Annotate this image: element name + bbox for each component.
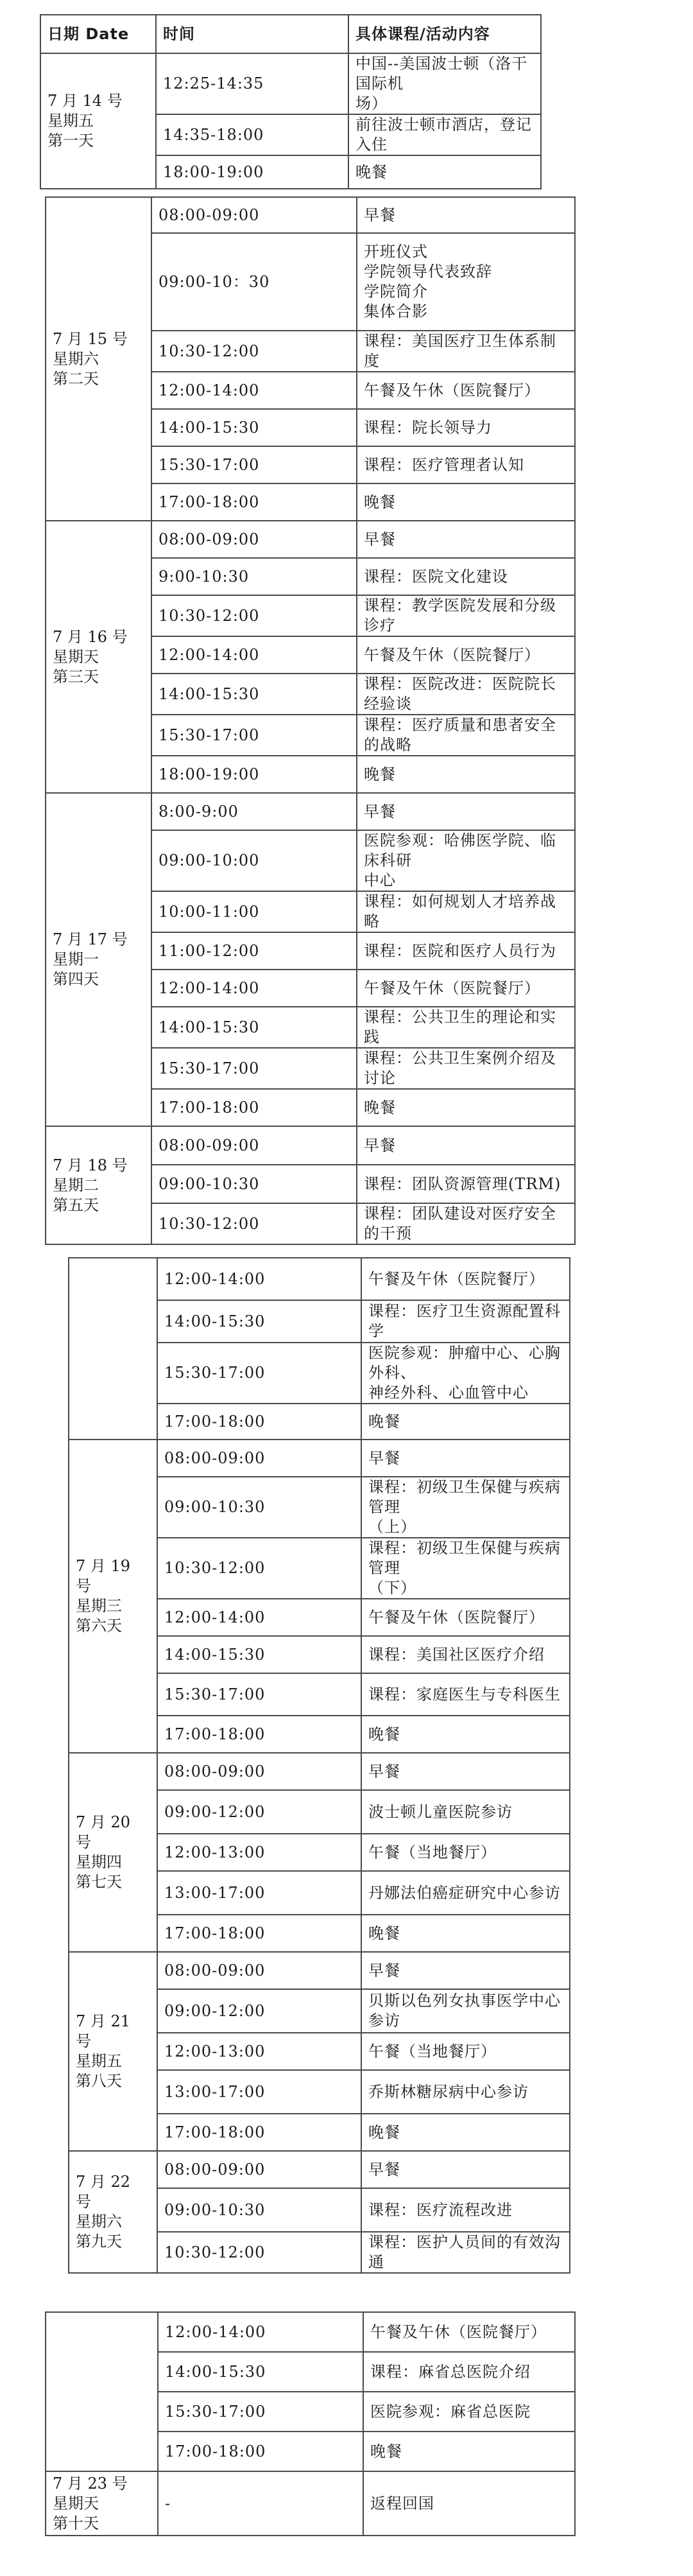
activity-line: 早餐 xyxy=(364,205,396,224)
day-weekday: 星期五 xyxy=(76,2052,122,2070)
activity-line: 课程：教学医院发展和分级诊疗 xyxy=(364,596,556,634)
day-date: 7 月 23 号 xyxy=(53,2474,128,2493)
day-weekday: 星期一 xyxy=(53,950,99,968)
day-dayno: 第七天 xyxy=(76,1873,122,1891)
activity-cell xyxy=(357,1089,575,1126)
activity-line: 课程：家庭医生与专科医生 xyxy=(368,1685,561,1703)
time-cell: 09:00-10:30 xyxy=(151,1165,357,1203)
table-row xyxy=(46,2471,575,2536)
activity-line: 午餐及午休（医院餐厅） xyxy=(368,1269,545,1288)
time-cell: 08:00-09:00 xyxy=(157,2151,361,2188)
activity-cell xyxy=(357,636,575,674)
activity-line: 课程：美国社区医疗介绍 xyxy=(368,1645,545,1664)
day-weekday: 星期六 xyxy=(76,2213,122,2231)
activity-cell xyxy=(361,1952,570,1989)
activity-cell xyxy=(361,1258,570,1300)
activity-cell xyxy=(348,155,541,189)
activity-cell xyxy=(357,793,575,830)
day-dayno: 第二天 xyxy=(53,369,99,388)
activity-line: 午餐及午休（医院餐厅） xyxy=(364,979,540,997)
activity-cell xyxy=(357,483,575,521)
activity-cell xyxy=(363,2432,575,2471)
time-cell: 08:00-09:00 xyxy=(151,197,357,233)
time-cell: 18:00-19:00 xyxy=(151,756,357,793)
day-weekday: 星期天 xyxy=(53,647,99,666)
activity-cell xyxy=(363,2392,575,2432)
time-cell: 11:00-12:00 xyxy=(151,932,357,970)
activity-line: 晚餐 xyxy=(355,162,388,181)
activity-cell xyxy=(357,446,575,483)
time-cell: 14:35-18:00 xyxy=(156,114,348,155)
day-date: 7 月 20 号 xyxy=(76,1813,131,1851)
day-date: 7 月 19 号 xyxy=(76,1557,131,1595)
day-cell xyxy=(69,1258,157,1440)
table-row xyxy=(46,1126,575,1165)
activity-line: 课程：初级卫生保健与疾病管理 xyxy=(368,1539,561,1577)
activity-line: 午餐（当地餐厅） xyxy=(368,1843,497,1861)
activity-cell xyxy=(357,595,575,636)
activity-line: 晚餐 xyxy=(368,1924,400,1942)
activity-cell xyxy=(361,2033,570,2070)
time-cell: 14:00-15:30 xyxy=(151,674,357,715)
schedule-table-segment xyxy=(45,196,576,1245)
time-cell: 12:00-14:00 xyxy=(157,1258,361,1300)
activity-cell xyxy=(348,53,541,114)
schedule-table-segment xyxy=(45,2311,576,2536)
activity-cell xyxy=(361,2232,570,2273)
activity-cell xyxy=(357,233,575,331)
day-dayno: 第四天 xyxy=(53,970,99,988)
activity-cell xyxy=(361,2070,570,2114)
activity-cell xyxy=(361,1871,570,1915)
activity-line: 晚餐 xyxy=(368,1412,400,1431)
table-row xyxy=(69,1440,570,1477)
activity-line: 神经外科、心血管中心 xyxy=(368,1384,529,1402)
activity-line: 贝斯以色列女执事医学中心参访 xyxy=(368,1992,561,2030)
table-row xyxy=(69,1952,570,1989)
time-cell: 8:00-9:00 xyxy=(151,793,357,830)
activity-cell xyxy=(357,1165,575,1203)
activity-line: 晚餐 xyxy=(364,492,396,511)
time-cell: 9:00-10:30 xyxy=(151,558,357,595)
activity-cell xyxy=(361,1790,570,1834)
activity-line: 丹娜法伯癌症研究中心参访 xyxy=(368,1883,561,1902)
activity-line: 中国--美国波士顿（洛干国际机 xyxy=(355,55,528,92)
time-cell: 17:00-18:00 xyxy=(157,1915,361,1952)
activity-line: 课程：公共卫生案例介绍及讨论 xyxy=(364,1049,556,1087)
time-cell: 15:30-17:00 xyxy=(157,1343,361,1404)
activity-line: 晚餐 xyxy=(368,2123,400,2141)
activity-line: 课程：医院和医疗人员行为 xyxy=(364,941,556,960)
day-date: 7 月 17 号 xyxy=(53,930,128,948)
activity-line: 课程：医疗流程改进 xyxy=(368,2200,513,2219)
activity-cell xyxy=(361,1300,570,1343)
activity-cell xyxy=(363,2352,575,2392)
activity-line: 早餐 xyxy=(368,2160,400,2179)
activity-line: 学院领导代表致辞 xyxy=(364,263,492,281)
day-weekday: 星期四 xyxy=(76,1853,122,1871)
day-cell xyxy=(46,197,151,521)
table-row xyxy=(40,53,541,114)
activity-cell xyxy=(357,1203,575,1244)
time-cell: 10:30-12:00 xyxy=(157,2232,361,2273)
table-row xyxy=(69,1258,570,1300)
activity-cell xyxy=(363,2471,575,2536)
day-weekday: 星期五 xyxy=(47,112,94,130)
time-cell: 08:00-09:00 xyxy=(151,521,357,558)
activity-cell xyxy=(357,830,575,891)
activity-cell xyxy=(357,1126,575,1165)
time-cell: 12:00-14:00 xyxy=(158,2312,363,2352)
time-cell: 12:00-14:00 xyxy=(151,372,357,409)
activity-line: 开班仪式 xyxy=(364,243,428,261)
activity-line: 课程：麻省总医院介绍 xyxy=(370,2362,531,2381)
time-cell: 15:30-17:00 xyxy=(157,1673,361,1716)
day-weekday: 星期天 xyxy=(53,2494,99,2512)
day-dayno: 第三天 xyxy=(53,667,99,686)
activity-cell xyxy=(357,891,575,932)
activity-line: （下） xyxy=(368,1579,416,1597)
day-cell xyxy=(46,521,151,793)
time-cell: 10:30-12:00 xyxy=(157,1538,361,1599)
table-header-row xyxy=(40,15,541,53)
activity-line: 医院参观：哈佛医学院、临床科研 xyxy=(364,831,556,869)
activity-cell xyxy=(361,1673,570,1716)
time-cell: 10:30-12:00 xyxy=(151,331,357,372)
activity-line: 午餐及午休（医院餐厅） xyxy=(370,2322,547,2341)
time-cell: 12:00-14:00 xyxy=(157,1599,361,1636)
activity-cell xyxy=(357,521,575,558)
time-cell: 18:00-19:00 xyxy=(156,155,348,189)
day-date: 7 月 22 号 xyxy=(76,2173,131,2211)
activity-cell xyxy=(357,331,575,372)
header-activity: 具体课程/活动内容 xyxy=(348,15,541,53)
time-cell: 10:30-12:00 xyxy=(151,595,357,636)
activity-cell xyxy=(357,558,575,595)
activity-line: 课程：团队资源管理(TRM) xyxy=(364,1174,561,1193)
time-cell: 13:00-17:00 xyxy=(157,2070,361,2114)
time-cell: 09:00-12:00 xyxy=(157,1790,361,1834)
day-cell xyxy=(69,2151,157,2273)
time-cell: - xyxy=(158,2471,363,2536)
activity-cell xyxy=(357,970,575,1007)
activity-cell xyxy=(357,715,575,756)
activity-cell xyxy=(357,1007,575,1048)
activity-cell xyxy=(357,197,575,233)
time-cell: 14:00-15:30 xyxy=(151,1007,357,1048)
header-date: 日期 Date xyxy=(40,15,156,53)
activity-line: 晚餐 xyxy=(368,1725,400,1743)
time-cell: 10:00-11:00 xyxy=(151,891,357,932)
time-cell: 17:00-18:00 xyxy=(157,1404,361,1440)
day-dayno: 第五天 xyxy=(53,1196,99,1214)
activity-cell xyxy=(357,1048,575,1089)
activity-line: 早餐 xyxy=(368,1449,400,1467)
time-cell: 10:30-12:00 xyxy=(151,1203,357,1244)
activity-cell xyxy=(363,2312,575,2352)
schedule-table-segment xyxy=(40,14,542,189)
activity-cell xyxy=(361,1440,570,1477)
time-cell: 09:00-10:30 xyxy=(157,1477,361,1538)
activity-line: 早餐 xyxy=(368,1961,400,1980)
activity-line: 集体合影 xyxy=(364,302,428,320)
time-cell: 15:30-17:00 xyxy=(151,446,357,483)
activity-cell xyxy=(361,1989,570,2033)
activity-cell xyxy=(361,1915,570,1952)
day-cell xyxy=(46,2471,158,2536)
day-cell xyxy=(69,1753,157,1952)
activity-line: 课程：医院文化建设 xyxy=(364,567,508,586)
activity-line: 早餐 xyxy=(364,530,396,548)
time-cell: 13:00-17:00 xyxy=(157,1871,361,1915)
time-cell: 17:00-18:00 xyxy=(151,483,357,521)
table-row xyxy=(46,793,575,830)
time-cell: 12:00-14:00 xyxy=(151,970,357,1007)
activity-cell xyxy=(357,372,575,409)
activity-line: 课程：医疗管理者认知 xyxy=(364,455,524,474)
time-cell: 09:00-10:00 xyxy=(151,830,357,891)
activity-line: 课程：如何规划人才培养战略 xyxy=(364,892,556,930)
activity-cell xyxy=(357,674,575,715)
activity-line: 午餐及午休（医院餐厅） xyxy=(368,1608,545,1626)
time-cell: 08:00-09:00 xyxy=(151,1126,357,1165)
time-cell: 17:00-18:00 xyxy=(158,2432,363,2471)
activity-line: 午餐及午休（医院餐厅） xyxy=(364,645,540,664)
day-dayno: 第八天 xyxy=(76,2072,122,2090)
time-cell: 08:00-09:00 xyxy=(157,1753,361,1790)
time-cell: 09:00-10：30 xyxy=(151,233,357,331)
day-cell xyxy=(46,793,151,1126)
activity-cell xyxy=(361,1753,570,1790)
activity-line: 乔斯林糖尿病中心参访 xyxy=(368,2082,529,2101)
activity-cell xyxy=(361,1716,570,1753)
time-cell: 12:00-14:00 xyxy=(151,636,357,674)
header-time: 时间 xyxy=(156,15,348,53)
time-cell: 17:00-18:00 xyxy=(157,2114,361,2151)
schedule-table-segment xyxy=(68,1257,570,2274)
activity-cell xyxy=(361,1343,570,1404)
day-date: 7 月 14 号 xyxy=(47,92,123,110)
table-row xyxy=(46,2312,575,2352)
activity-cell xyxy=(361,2114,570,2151)
activity-line: 前往波士顿市酒店，登记入住 xyxy=(355,116,532,153)
time-cell: 09:00-10:30 xyxy=(157,2188,361,2232)
time-cell: 17:00-18:00 xyxy=(151,1089,357,1126)
activity-line: 课程：医疗质量和患者安全的战略 xyxy=(364,716,556,754)
activity-cell xyxy=(361,2188,570,2232)
day-dayno: 第一天 xyxy=(47,132,94,150)
activity-line: 午餐（当地餐厅） xyxy=(368,2042,497,2060)
activity-line: 课程：医护人员间的有效沟通 xyxy=(368,2233,561,2271)
activity-line: 早餐 xyxy=(364,802,396,821)
activity-line: 医院参观：肿瘤中心、心胸外科、 xyxy=(368,1344,561,1382)
day-date: 7 月 21 号 xyxy=(76,2012,131,2050)
activity-line: 早餐 xyxy=(368,1762,400,1780)
activity-line: 午餐及午休（医院餐厅） xyxy=(364,381,540,399)
activity-cell xyxy=(348,114,541,155)
activity-line: 医院参观：麻省总医院 xyxy=(370,2402,531,2421)
time-cell: 14:00-15:30 xyxy=(151,409,357,446)
activity-line: 课程：医院改进：医院院长经验谈 xyxy=(364,675,556,713)
day-date: 7 月 16 号 xyxy=(53,627,128,646)
activity-line: 课程：团队建设对医疗安全的干预 xyxy=(364,1205,556,1242)
table-row xyxy=(69,1753,570,1790)
time-cell: 08:00-09:00 xyxy=(157,1440,361,1477)
activity-cell xyxy=(361,1404,570,1440)
day-weekday: 星期六 xyxy=(53,349,99,368)
time-cell: 12:00-13:00 xyxy=(157,2033,361,2070)
activity-cell xyxy=(357,409,575,446)
activity-line: 课程：院长领导力 xyxy=(364,418,492,437)
activity-line: 返程回国 xyxy=(370,2494,434,2512)
activity-cell xyxy=(357,932,575,970)
time-cell: 15:30-17:00 xyxy=(151,1048,357,1089)
time-cell: 12:25-14:35 xyxy=(156,53,348,114)
activity-line: 课程：公共卫生的理论和实践 xyxy=(364,1008,556,1046)
table-row xyxy=(46,197,575,233)
time-cell: 12:00-13:00 xyxy=(157,1834,361,1871)
day-date: 7 月 18 号 xyxy=(53,1156,128,1174)
activity-line: （上） xyxy=(368,1518,416,1536)
activity-line: 学院简介 xyxy=(364,283,428,300)
day-cell xyxy=(46,1126,151,1244)
activity-cell xyxy=(361,1636,570,1673)
day-cell xyxy=(69,1440,157,1753)
time-cell: 15:30-17:00 xyxy=(151,715,357,756)
time-cell: 14:00-15:30 xyxy=(158,2352,363,2392)
activity-cell xyxy=(361,1538,570,1599)
day-cell xyxy=(46,2312,158,2471)
time-cell: 14:00-15:30 xyxy=(157,1636,361,1673)
day-dayno: 第十天 xyxy=(53,2514,99,2532)
time-cell: 15:30-17:00 xyxy=(158,2392,363,2432)
time-cell: 08:00-09:00 xyxy=(157,1952,361,1989)
activity-line: 晚餐 xyxy=(364,765,396,783)
activity-cell xyxy=(361,1834,570,1871)
time-cell: 09:00-12:00 xyxy=(157,1989,361,2033)
activity-line: 课程：初级卫生保健与疾病管理 xyxy=(368,1478,561,1516)
day-date: 7 月 15 号 xyxy=(53,329,128,348)
time-cell: 17:00-18:00 xyxy=(157,1716,361,1753)
day-cell xyxy=(40,53,156,189)
activity-line: 早餐 xyxy=(364,1136,396,1154)
day-weekday: 星期三 xyxy=(76,1597,122,1615)
activity-line: 晚餐 xyxy=(370,2442,402,2460)
activity-line: 课程：美国医疗卫生体系制度 xyxy=(364,332,556,370)
activity-line: 课程：医疗卫生资源配置科学 xyxy=(368,1302,561,1340)
table-row xyxy=(46,521,575,558)
day-dayno: 第九天 xyxy=(76,2232,122,2250)
activity-line: 波士顿儿童医院参访 xyxy=(368,1802,513,1821)
activity-line: 晚餐 xyxy=(364,1098,396,1117)
activity-cell xyxy=(361,1599,570,1636)
activity-cell xyxy=(361,1477,570,1538)
time-cell: 14:00-15:30 xyxy=(157,1300,361,1343)
activity-line: 场） xyxy=(355,94,388,112)
day-weekday: 星期二 xyxy=(53,1176,99,1194)
day-dayno: 第六天 xyxy=(76,1617,122,1635)
table-row xyxy=(69,2151,570,2188)
activity-cell xyxy=(357,756,575,793)
activity-line: 中心 xyxy=(364,871,396,889)
day-cell xyxy=(69,1952,157,2151)
activity-cell xyxy=(361,2151,570,2188)
